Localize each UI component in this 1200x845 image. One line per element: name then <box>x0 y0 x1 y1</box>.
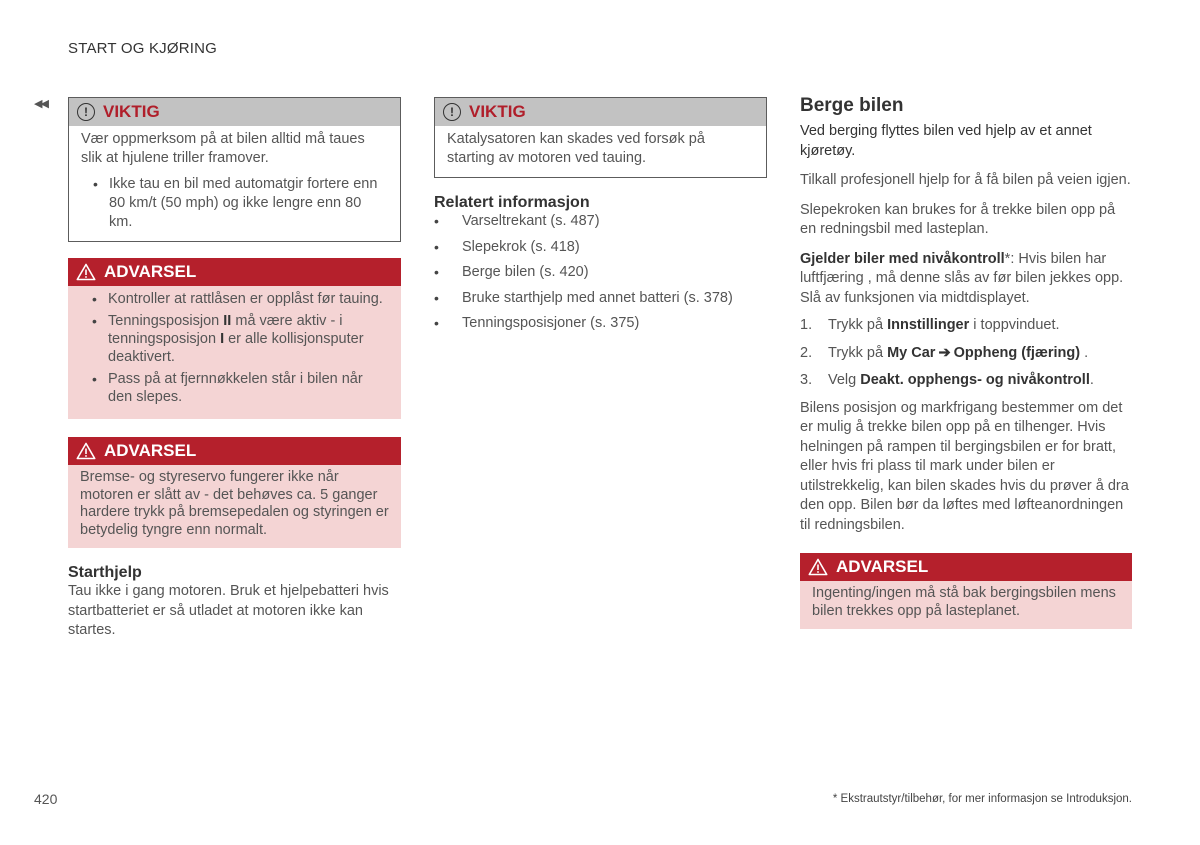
related-info-heading: Relatert informasjon <box>434 194 590 211</box>
warning-bullet-text: må være aktiv - i tenningsposisjon <box>108 313 343 347</box>
warning-text: Bremse- og styreservo fungerer ikke når motoren er slått av - det behøves ca. 5 ganger hardere trykk på bremsepedalen og styringen er betydelig tyngre enn normalt. <box>80 469 389 538</box>
warning-title: ADVARSEL <box>104 262 197 281</box>
paragraph: Tilkall profesjonell hjelp for å få bilen på veien igjen. <box>800 172 1131 188</box>
accessory-star: * <box>1004 250 1011 267</box>
warning-bullet-text: Tenningsposisjon <box>108 313 224 329</box>
important-notice-text: Vær oppmerksom på at bilen alltid må taues slik at hjulene triller framover. <box>81 131 365 166</box>
step-item <box>800 371 1132 391</box>
step-text: . <box>1089 372 1094 388</box>
section-heading-starthjelp: Starthjelp <box>68 564 142 581</box>
related-link[interactable]: • Varseltrekant (s. 487) <box>434 212 767 231</box>
warning-title: ADVARSEL <box>104 441 197 460</box>
warning-header <box>800 553 1132 581</box>
important-notice-box <box>434 97 767 178</box>
step-text: Trykk på <box>828 344 888 361</box>
warning-title: ADVARSEL <box>836 557 929 576</box>
step-item <box>800 316 1132 336</box>
warning-header <box>68 258 401 286</box>
warning-header <box>68 437 401 465</box>
previous-page-icon[interactable]: ◀◀ <box>34 98 47 110</box>
column-middle <box>434 97 767 340</box>
related-information <box>434 194 767 333</box>
warning-triangle-icon <box>808 558 828 576</box>
ignition-position-label: II <box>223 313 232 329</box>
warning-bullet-text: er alle kollisjonsputer deaktivert. <box>108 331 364 365</box>
warning-triangle-icon <box>76 263 96 281</box>
lead-text: Ved berging flyttes bilen ved hjelp av et annet kjøretøy. <box>800 123 1092 159</box>
important-notice-body <box>69 126 400 241</box>
warning-box <box>68 258 401 419</box>
warning-box <box>68 437 401 548</box>
important-notice-bullet: • Ikke tau en bil med automatgir fortere enn 80 km/t (50 mph) og ikke lengre enn 80 km. <box>81 175 388 232</box>
page-number: 420 <box>34 791 58 807</box>
warning-bullet: • Pass på at fjernnøkkelen står i bilen når den slepes. <box>80 370 389 406</box>
important-notice-header <box>69 98 400 126</box>
important-notice-title: VIKTIG <box>469 102 526 121</box>
arrow-right-icon: ➔ <box>938 344 951 361</box>
step-text: i toppvinduet. <box>969 317 1060 333</box>
paragraph-level-control <box>800 250 1132 309</box>
step-item <box>800 344 1132 364</box>
important-notice-box <box>68 97 401 242</box>
paragraph-text: : Hvis bilen har luftfjæring , må denne slås av før bilen jekkes opp. Slå av funksjonen via midtdisplayet. <box>800 250 1124 306</box>
starthjelp-text: Tau ikke i gang motoren. Bruk et hjelpebatteri hvis startbatteriet er så utladet at motoren ikke kan startes. <box>68 583 389 638</box>
column-left <box>68 97 401 641</box>
step-number: 2. <box>800 344 813 361</box>
exclamation-circle-icon: ! <box>77 103 95 121</box>
step-text: Velg <box>828 372 861 388</box>
column-right <box>800 97 1132 645</box>
warning-bullet: • Kontroller at rattlåsen er opplåst før tauing. <box>80 290 389 308</box>
warning-body <box>800 581 1132 629</box>
paragraph: Bilens posisjon og markfrigang bestemmer om det er mulig å trekke bilen opp på en tilhenger. Hvis helningen på rampen til bergingsbilen er for bratt, eller hvis fri plass til mark under bilen er utilstrekkelig, kan bilen skades hvis du prøver å dra den opp. Bilen bør da løftes med løfteanordningen til redningsbilen. <box>800 399 1129 533</box>
step-number: 3. <box>800 372 813 388</box>
step-number: 1. <box>800 317 813 333</box>
page-header-title: START OG KJØRING <box>68 40 218 57</box>
step-text: Trykk på <box>828 317 888 333</box>
important-notice-title: VIKTIG <box>103 102 160 121</box>
menu-path-label: Oppheng (fjæring) <box>953 344 1081 361</box>
steps-list <box>800 316 1132 391</box>
paragraph: Slepekroken kan brukes for å trekke bilen opp på en redningsbil med lasteplan. <box>800 201 1116 237</box>
important-notice-body <box>435 126 766 177</box>
menu-path-label: My Car <box>887 344 936 361</box>
menu-path-label: Deakt. opphengs- og nivåkontroll <box>860 372 1090 388</box>
important-notice-text: Katalysatoren kan skades ved forsøk på starting av motoren ved tauing. <box>447 131 705 166</box>
section-heading-berge-bilen: Berge bilen <box>800 95 904 116</box>
warning-triangle-icon <box>76 442 96 460</box>
related-link[interactable]: • Berge bilen (s. 420) <box>434 263 767 282</box>
exclamation-circle-icon: ! <box>443 103 461 121</box>
ignition-position-label: I <box>220 331 225 347</box>
related-link[interactable]: • Slepekrok (s. 418) <box>434 238 767 257</box>
related-link[interactable]: • Bruke starthjelp med annet batteri (s. 378) <box>434 289 767 308</box>
important-notice-header <box>435 98 766 126</box>
menu-path-label: Innstillinger <box>887 317 970 333</box>
warning-box <box>800 553 1132 629</box>
related-link[interactable]: • Tenningsposisjoner (s. 375) <box>434 314 767 333</box>
warning-body <box>68 286 401 419</box>
warning-bullet <box>80 312 389 366</box>
level-control-label: Gjelder biler med nivåkontroll <box>800 250 1005 267</box>
step-text: . <box>1080 344 1089 361</box>
warning-body <box>68 465 401 548</box>
warning-text: Ingenting/ingen må stå bak bergingsbilen mens bilen trekkes opp på lasteplanet. <box>812 585 1116 619</box>
footnote: * Ekstrautstyr/tilbehør, for mer informasjon se Introduksjon. <box>832 793 1132 805</box>
